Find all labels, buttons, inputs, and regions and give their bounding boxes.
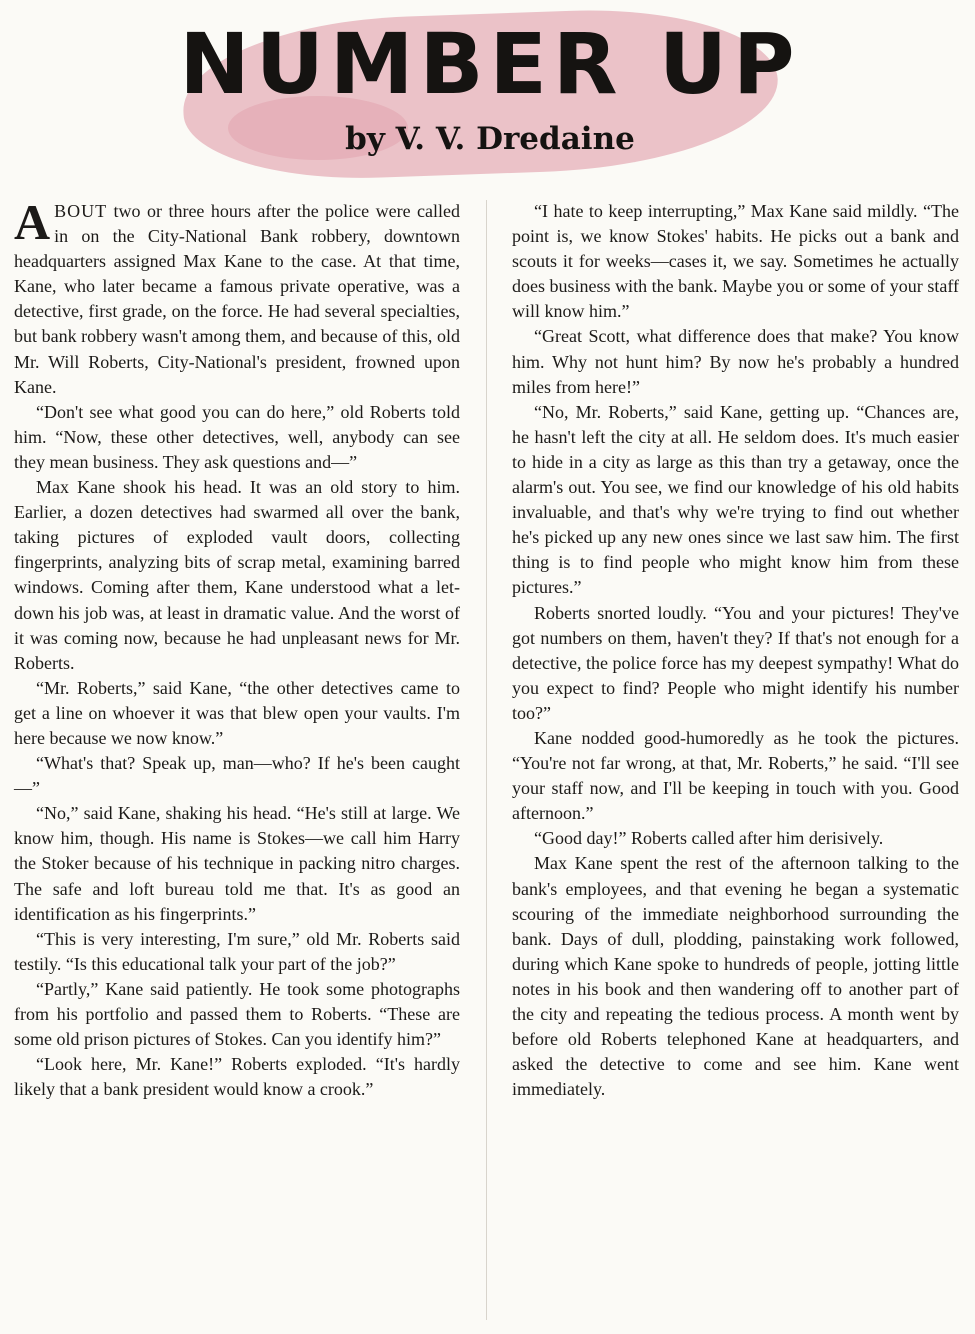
story-byline: by V. V. Dredaine <box>345 121 635 157</box>
paragraph-opening-text: two or three hours after the police were called in on the City-National Bank robbery, downtown headquarters assigned Max Kane to the case. At that time, Kane, who later became a famous private operative, was a detective, first grade, on the force. He had several specialties, but bank robbery wasn't among them, and because of this, old Mr. Will Roberts, City-National's president, frowned upon Kane. <box>14 201 460 397</box>
story-title: NUMBER UP <box>179 15 801 113</box>
paragraph: “This is very interesting, I'm sure,” old Mr. Roberts said testily. “Is this educational talk your part of the job?” <box>14 928 460 974</box>
paragraph: “No,” said Kane, shaking his head. “He's still at large. We know him, though. His name is Stokes—we call him Harry the Stoker because of his technique in packing nitro charges. The safe and loft bureau told me that. It's as good an identification as his fingerprints.” <box>14 803 460 924</box>
paragraph: Roberts snorted loudly. “You and your pictures! They've got numbers on them, haven't they? If that's not enough for a detective, the police force has my deepest sympathy! What do you expect to find? People who might identify his number too?” <box>512 602 959 723</box>
paragraph: “Look here, Mr. Kane!” Roberts exploded. “It's hardly likely that a bank president would know a crook.” <box>14 1054 460 1100</box>
lead-word: BOUT <box>54 201 108 221</box>
paragraph: Max Kane spent the rest of the afternoon talking to the bank's employees, and that evening he began a systematic scouring of the immediate neighborhood surrounding the bank. Days of dull, plodding, painstaking work followed, during which Kane spoke to hundreds of people, jotting little notes in his book and then wandering off to another part of the city and repeating the tedious process. A month went by before old Roberts telephoned Kane at headquarters, and asked the detective to come and see him. Kane went immediately. <box>512 853 959 1100</box>
paragraph: “Great Scott, what difference does that make? You know him. Why not hunt him? By now he's probably a hundred miles from here!” <box>512 326 959 397</box>
paragraph: Kane nodded good-humoredly as he took the pictures. “You're not far wrong, at that, Mr. Roberts,” he said. “I'll see your staff now, and I'll be keeping in touch with you. Good afternoon.” <box>512 727 959 824</box>
paragraph: “Don't see what good you can do here,” old Roberts told him. “Now, these other detectives, well, anybody can see they mean business. They ask questions and—” <box>14 401 460 472</box>
paragraph: “Partly,” Kane said patiently. He took some photographs from his portfolio and passed them to Roberts. “These are some old prison pictures of Stokes. Can you identify him?” <box>14 978 460 1050</box>
paragraph: “Mr. Roberts,” said Kane, “the other detectives came to get a line on whoever it was that blew open your vaults. I'm here because we now know.” <box>14 677 460 748</box>
column-divider <box>486 200 487 1320</box>
paragraph: “Good day!” Roberts called after him derisively. <box>534 828 884 849</box>
drop-cap: A <box>14 194 51 250</box>
right-column <box>512 199 959 1102</box>
paragraph: “I hate to keep interrupting,” Max Kane said mildly. “The point is, we know Stokes' habits. He picks out a bank and scouts it for weeks—cases it, we say. Sometimes he actually does business with the bank. Maybe you or some of your staff will know him.” <box>512 201 959 322</box>
left-column <box>14 194 460 1102</box>
paragraph: “No, Mr. Roberts,” said Kane, getting up. “Chances are, he hasn't left the city at all. He seldom does. It's much easier to hide in a city as large as this than try a getaway, once the alarm's out. You see, we find our knowledge of his old habits invaluable, and that's why we're trying to find out whether he's picked up any new ones since we last saw him. The first thing is to find people who might know him from these pictures.” <box>512 401 959 598</box>
paragraph-opening <box>14 194 460 400</box>
paragraph: Max Kane shook his head. It was an old story to him. Earlier, a dozen detectives had swarmed all over the bank, taking pictures of exploded vault doors, collecting fingerprints, analyzing bits of scrap metal, examining barred windows. Coming after them, Kane understood what a let-down his job was, at least in dramatic value. And the worst of it was coming now, because he had unpleasant news for Mr. Roberts. <box>14 477 460 673</box>
paragraph: “What's that? Speak up, man—who? If he's been caught—” <box>14 753 460 799</box>
